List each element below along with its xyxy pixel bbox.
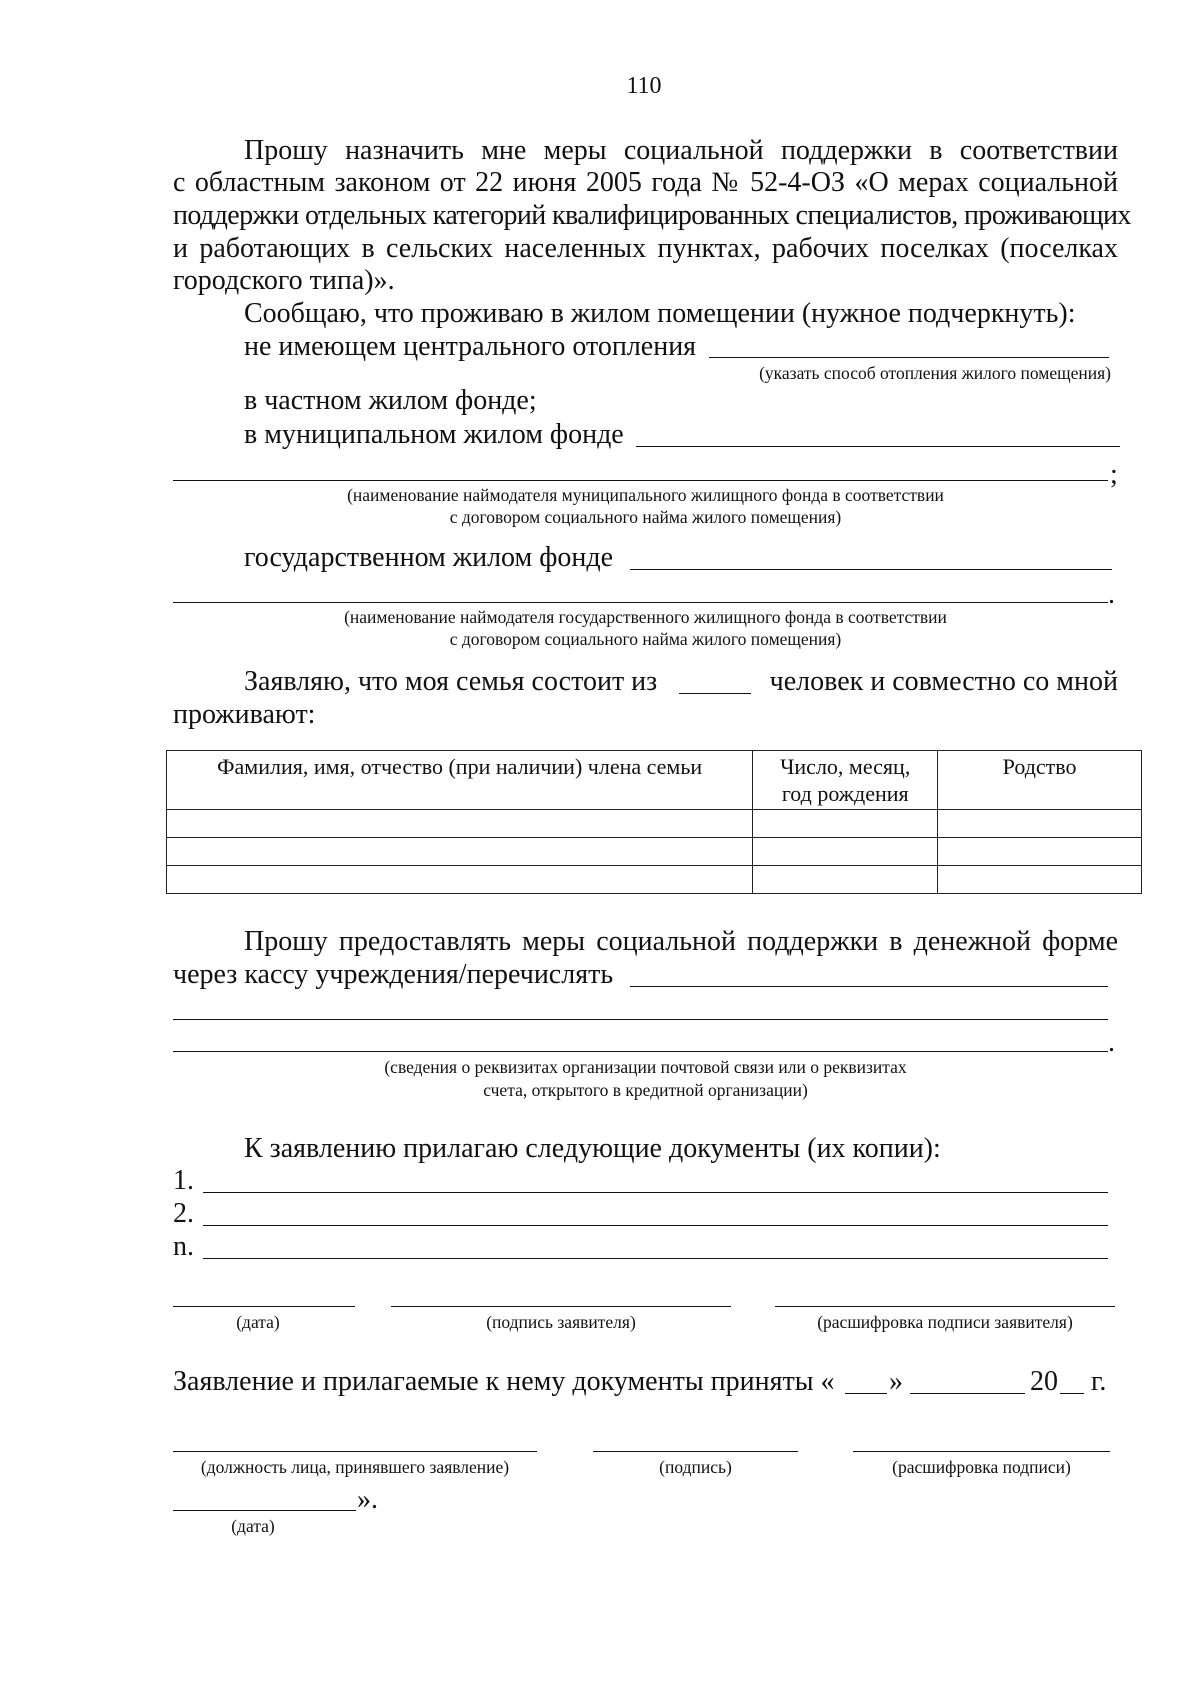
intro-line: и работающих в сельских населенных пунктах, рабочих поселках (поселках (173, 233, 1118, 264)
municipal-field-2[interactable] (173, 480, 1108, 481)
acceptance-year-suffix: г. (1091, 1366, 1107, 1397)
acceptance-date-field[interactable] (173, 1510, 356, 1511)
table-cell[interactable] (753, 866, 938, 894)
family-count-field[interactable] (679, 693, 751, 694)
payment-field-3[interactable] (173, 1051, 1108, 1052)
family-table (166, 750, 1142, 894)
document-field-2[interactable] (203, 1225, 1108, 1226)
residence-intro: Сообщаю, что проживаю в жилом помещении (нужное подчеркнуть): (244, 298, 1076, 329)
table-row (167, 866, 1142, 894)
document-item-number: 1. (173, 1165, 194, 1196)
header-relation: Родство (938, 751, 1142, 810)
acceptance-quote-close: » (889, 1366, 903, 1397)
payment-line-1: Прошу предоставлять меры социальной поддержки в денежной форме (244, 926, 1118, 957)
document-field-n[interactable] (203, 1258, 1108, 1259)
applicant-signature-field[interactable] (391, 1306, 731, 1307)
family-line-start: Заявляю, что моя семья состоит из (244, 666, 658, 697)
acceptance-day-field[interactable] (845, 1393, 887, 1394)
official-signature-caption: (подпись) (659, 1457, 732, 1477)
acceptance-year-field[interactable] (1060, 1393, 1084, 1394)
no-heating-label: не имеющем центрального отопления (244, 331, 697, 362)
acceptance-text: Заявление и прилагаемые к нему документы приняты « (173, 1366, 835, 1397)
acceptance-date-caption: (дата) (231, 1516, 275, 1536)
municipal-hint-1: (наименование наймодателя муниципального жилищного фонда в соответствии (347, 485, 944, 505)
table-row (167, 838, 1142, 866)
acceptance-date-close: ». (357, 1484, 378, 1515)
date-caption: (дата) (236, 1312, 280, 1332)
document-field-1[interactable] (203, 1192, 1108, 1193)
family-line-end: человек и совместно со мной (769, 666, 1118, 697)
document-item-number: 2. (173, 1198, 194, 1229)
table-cell[interactable] (167, 838, 753, 866)
municipal-field-1[interactable] (636, 446, 1120, 447)
intro-line: Прошу назначить мне меры социальной поддержки в соответствии (244, 135, 1118, 166)
applicant-name-caption: (расшифровка подписи заявителя) (817, 1312, 1073, 1332)
table-row (167, 810, 1142, 838)
private-fund-option[interactable]: в частном жилом фонде; (244, 385, 537, 416)
state-fund-label[interactable]: государственном жилом фонде (244, 542, 614, 573)
official-name-caption: (расшифровка подписи) (892, 1457, 1071, 1477)
payment-hint-1: (сведения о реквизитах организации почтовой связи или о реквизитах (384, 1057, 907, 1077)
table-cell[interactable] (938, 810, 1142, 838)
intro-line: городского типа)». (173, 265, 395, 296)
municipal-field-end: ; (1110, 459, 1118, 490)
table-cell[interactable] (167, 810, 753, 838)
applicant-name-field[interactable] (775, 1306, 1115, 1307)
payment-field-1[interactable] (630, 986, 1108, 987)
table-cell[interactable] (753, 810, 938, 838)
header-name: Фамилия, имя, отчество (при наличии) члена семьи (167, 751, 753, 810)
acceptance-month-field[interactable] (910, 1393, 1025, 1394)
applicant-signature-caption: (подпись заявителя) (486, 1312, 636, 1332)
state-field-end: . (1108, 579, 1115, 610)
payment-line-2: через кассу учреждения/перечислять (173, 959, 614, 990)
municipal-fund-label[interactable]: в муниципальном жилом фонде (244, 419, 624, 450)
state-field-1[interactable] (630, 569, 1112, 570)
state-hint-2: с договором социального найма жилого помещения) (449, 629, 842, 649)
payment-hint-2: счета, открытого в кредитной организации) (483, 1080, 808, 1100)
no-heating-hint: (указать способ отопления жилого помещения) (759, 363, 1111, 383)
family-line-2: проживают: (173, 699, 316, 730)
page-number: 110 (626, 73, 662, 99)
table-cell[interactable] (753, 838, 938, 866)
payment-field-end: . (1108, 1027, 1115, 1058)
official-signature-field[interactable] (593, 1451, 798, 1452)
table-cell[interactable] (938, 838, 1142, 866)
official-position-field[interactable] (173, 1451, 537, 1452)
official-name-field[interactable] (853, 1451, 1110, 1452)
intro-line: поддержки отдельных категорий квалифицированных специалистов, проживающих (173, 200, 1131, 231)
table-cell[interactable] (167, 866, 753, 894)
no-heating-field[interactable] (709, 357, 1109, 358)
intro-line: с областным законом от 22 июня 2005 года № 52-4-ОЗ «О мерах социальной (173, 167, 1118, 198)
state-hint-1: (наименование наймодателя государственного жилищного фонда в соответствии (344, 607, 947, 627)
header-birth-date: Число, месяц, год рождения (753, 751, 938, 810)
documents-intro: К заявлению прилагаю следующие документы (их копии): (244, 1133, 941, 1164)
date-field[interactable] (173, 1306, 355, 1307)
acceptance-year-prefix: 20 (1030, 1366, 1058, 1397)
document-item-number: n. (173, 1231, 194, 1262)
payment-field-2[interactable] (173, 1019, 1108, 1020)
municipal-hint-2: с договором социального найма жилого помещения) (449, 507, 842, 527)
official-position-caption: (должность лица, принявшего заявление) (200, 1457, 510, 1477)
state-field-2[interactable] (173, 602, 1108, 603)
table-cell[interactable] (938, 866, 1142, 894)
